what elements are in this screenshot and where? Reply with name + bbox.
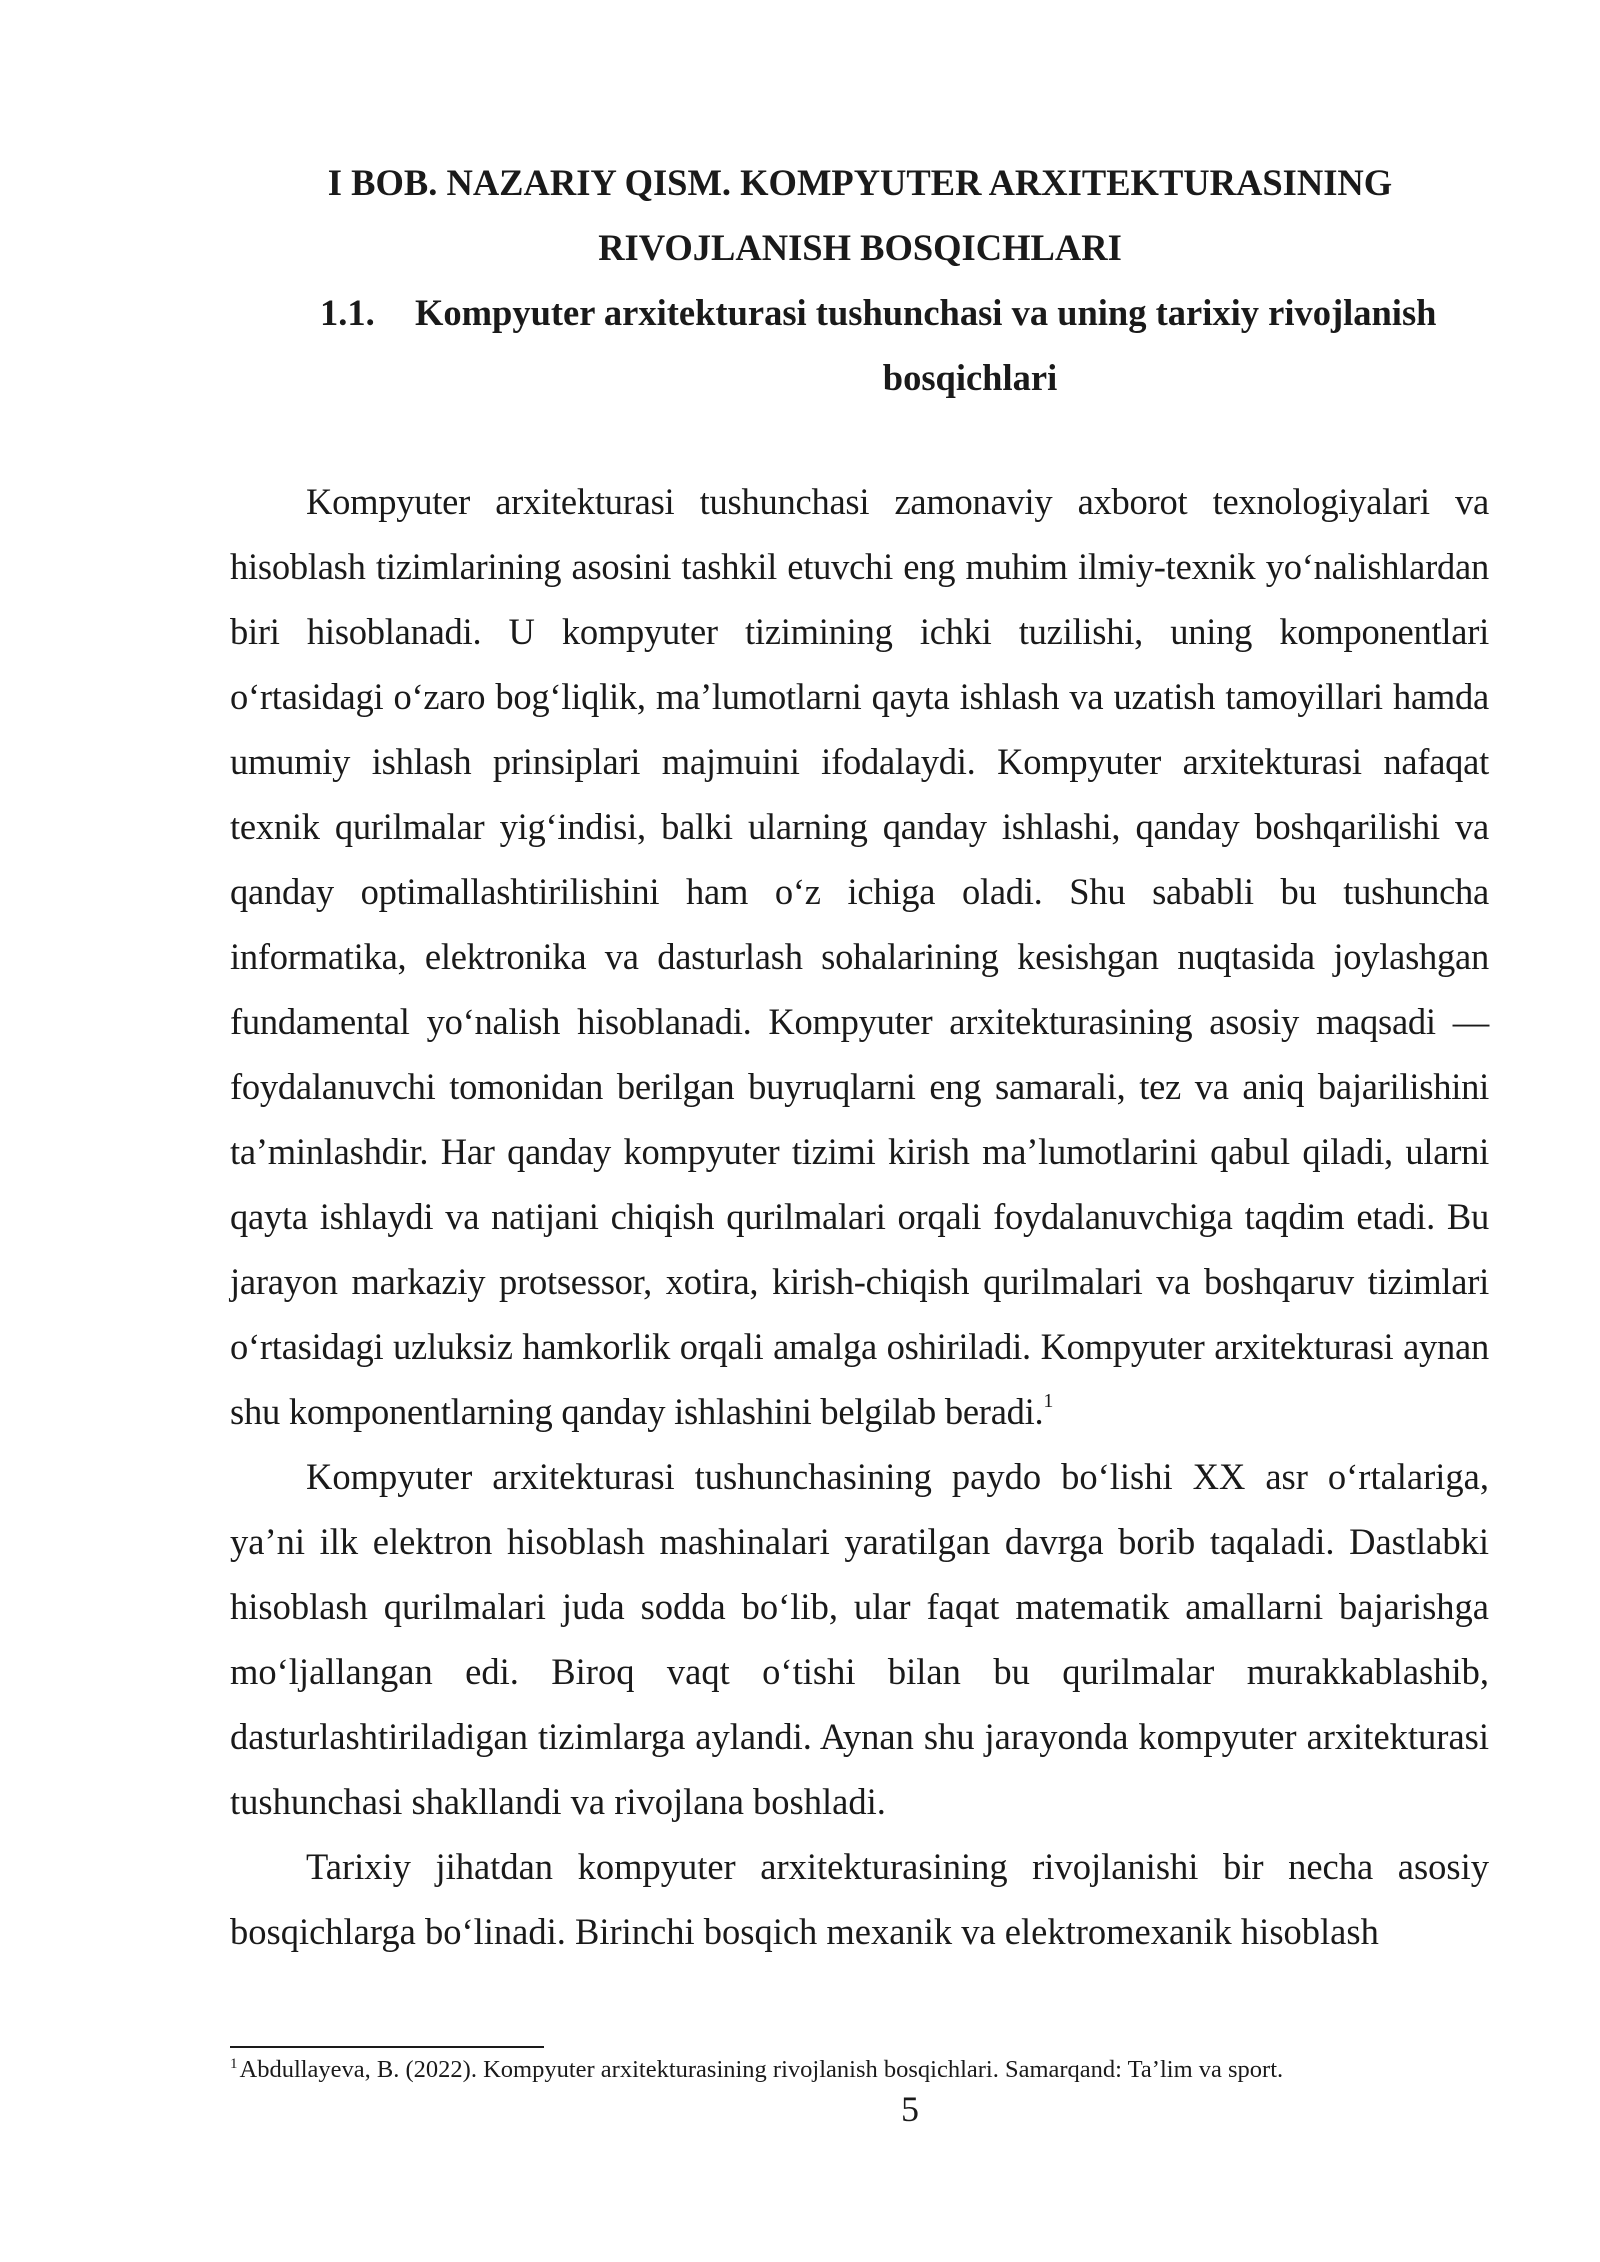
chapter-title: [230, 150, 1490, 280]
section-heading: [230, 280, 1490, 410]
footnote-reference[interactable]: 1: [1043, 1389, 1054, 1412]
section-number: 1.1.: [320, 292, 375, 333]
footnote-separator: [230, 2046, 544, 2048]
paragraph-3-text: Tarixiy jihatdan kompyuter arxitekturasining rivojlanishi bir necha asosiy bosqichlarga bo‘linadi. Birinchi bosqich mexanik va elektromexanik hisoblash: [230, 1846, 1489, 1952]
chapter-title-line-2: RIVOJLANISH BOSQICHLARI: [598, 227, 1122, 268]
paragraph-3: [230, 1834, 1489, 1964]
paragraph-2: [230, 1444, 1489, 1834]
section-title-line-1: Kompyuter arxitekturasi tushunchasi va uning tarixiy rivojlanish: [415, 292, 1437, 333]
footnote: [230, 2052, 1490, 2088]
body-text: [230, 469, 1489, 1964]
page-number: 5: [901, 2089, 919, 2129]
section-heading-line-1: [230, 280, 1490, 345]
paragraph-1: [230, 469, 1489, 1444]
chapter-title-line-1: I BOB. NAZARIY QISM. KOMPYUTER ARXITEKTURASINING: [327, 162, 1393, 203]
footnote-text: Abdullayeva, B. (2022). Kompyuter arxitekturasining rivojlanish bosqichlari. Samarqand: Ta’lim va sport.: [239, 2056, 1284, 2083]
paragraph-2-text: Kompyuter arxitekturasi tushunchasining paydo bo‘lishi XX asr o‘rtalariga, ya’ni ilk elektron hisoblash mashinalari yaratilgan davrga borib taqaladi. Dastlabki hisoblash qurilmalari juda sodda bo‘lib, ular faqat matematik amallarni bajarishga mo‘ljallangan edi. Biroq vaqt o‘tishi bilan bu qurilmalar murakkablashib, dasturlashtiriladigan tizimlarga aylandi. Aynan shu jarayonda kompyuter arxitekturasi tushunchasi shakllandi va rivojlana boshladi.: [230, 1456, 1489, 1822]
paragraph-1-text: Kompyuter arxitekturasi tushunchasi zamonaviy axborot texnologiyalari va hisoblash tizimlarining asosini tashkil etuvchi eng muhim ilmiy-texnik yo‘nalishlardan biri hisoblanadi. U kompyuter tizimining ichki tuzilishi, uning komponentlari o‘rtasidagi o‘zaro bog‘liqlik, ma’lumotlarni qayta ishlash va uzatish tamoyillari hamda umumiy ishlash prinsiplari majmuini ifodalaydi. Kompyuter arxitekturasi nafaqat texnik qurilmalar yig‘indisi, balki ularning qanday ishlashi, qanday boshqarilishi va qanday optimallashtirilishini ham o‘z ichiga oladi. Shu sababli bu tushuncha informatika, elektronika va dasturlash sohalarining kesishgan nuqtasida joylashgan fundamental yo‘nalish hisoblanadi. Kompyuter arxitekturasining asosiy maqsadi — foydalanuvchi tomonidan berilgan buyruqlarni eng samarali, tez va aniq bajarilishini ta’minlashdir. Har qanday kompyuter tizimi kirish ma’lumotlarini qabul qiladi, ularni qayta ishlaydi va natijani chiqish qurilmalari orqali foydalanuvchiga taqdim etadi. Bu jarayon markaziy protsessor, xotira, kirish-chiqish qurilmalari va boshqaruv tizimlari o‘rtasidagi uzluksiz hamkorlik orqali amalga oshiriladi. Kompyuter arxitekturasi aynan shu komponentlarning qanday ishlashini belgilab beradi.: [230, 481, 1489, 1432]
footnote-marker: 1: [230, 2055, 238, 2072]
section-title-line-2: bosqichlari: [882, 357, 1058, 398]
